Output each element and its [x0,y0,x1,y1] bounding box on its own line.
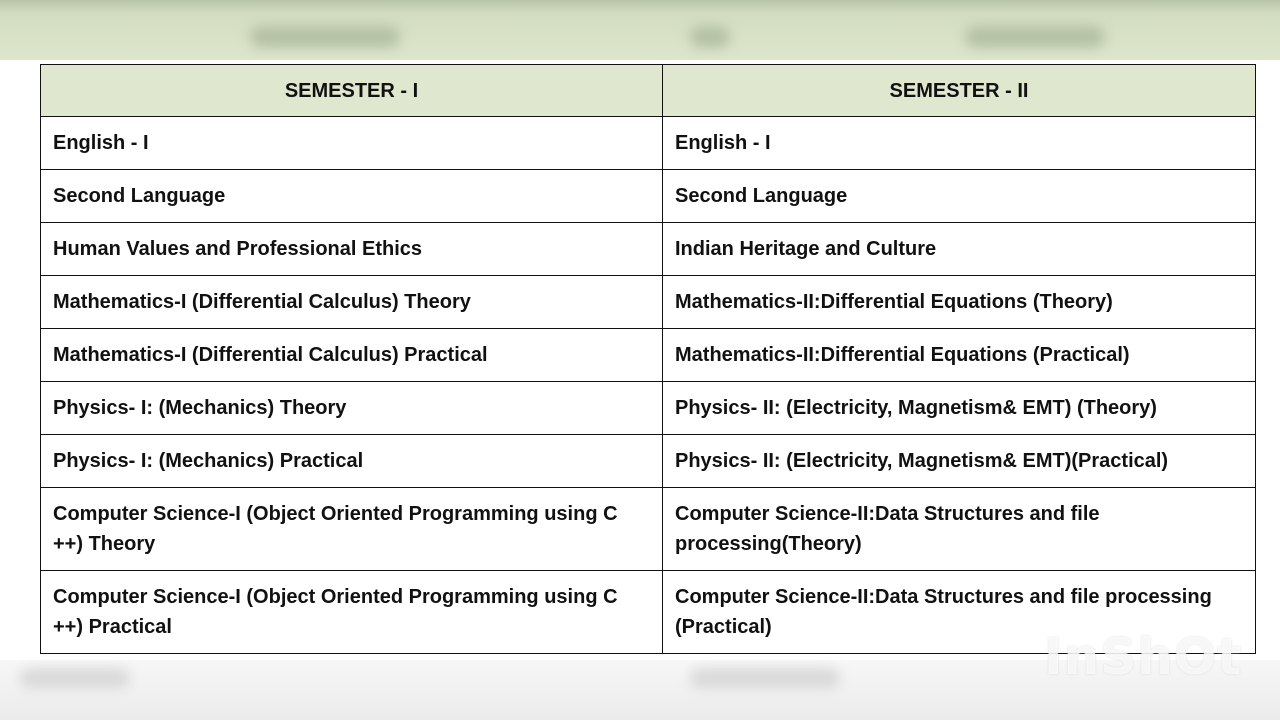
semester-2-course: English - I [663,117,1256,170]
table-row [41,435,1256,488]
semester-1-course: Physics- I: (Mechanics) Theory [41,382,663,435]
semester-1-course: Computer Science-I (Object Oriented Programming using C ++) Practical [41,571,663,654]
semester-1-course: Human Values and Professional Ethics [41,223,663,276]
table-row [41,382,1256,435]
semester-1-course: Computer Science-I (Object Oriented Programming using C ++) Theory [41,488,663,571]
semester-2-course: Mathematics-II:Differential Equations (Theory) [663,276,1256,329]
blurred-text-left [250,26,400,48]
semester-2-course: Physics- II: (Electricity, Magnetism& EMT)(Practical) [663,435,1256,488]
semester-1-course: Mathematics-I (Differential Calculus) Theory [41,276,663,329]
table-row [41,488,1256,571]
semester-1-header: SEMESTER - I [41,65,663,117]
table-row [41,276,1256,329]
blurred-text-bottom-center [690,668,840,688]
semester-2-course: Computer Science-II:Data Structures and file processing(Theory) [663,488,1256,571]
table-row [41,117,1256,170]
semester-2-course: Computer Science-II:Data Structures and file processing (Practical) [663,571,1256,654]
table-row [41,329,1256,382]
semester-1-course: English - I [41,117,663,170]
semester-2-course: Physics- II: (Electricity, Magnetism& EMT) (Theory) [663,382,1256,435]
table-header-row [41,65,1256,117]
blurred-text-center [690,26,730,48]
blurred-text-right [965,26,1105,48]
semester-2-course: Indian Heritage and Culture [663,223,1256,276]
semester-course-table [40,64,1256,654]
semester-2-course: Mathematics-II:Differential Equations (Practical) [663,329,1256,382]
blurred-text-bottom-left [20,668,130,688]
table-row [41,223,1256,276]
semester-1-course: Second Language [41,170,663,223]
semester-1-course: Mathematics-I (Differential Calculus) Practical [41,329,663,382]
inshot-watermark: InShOt [1044,628,1243,686]
semester-2-header: SEMESTER - II [663,65,1256,117]
semester-1-course: Physics- I: (Mechanics) Practical [41,435,663,488]
table-row [41,170,1256,223]
semester-2-course: Second Language [663,170,1256,223]
